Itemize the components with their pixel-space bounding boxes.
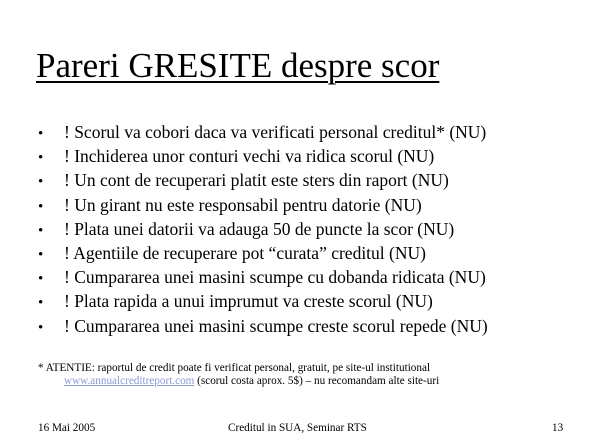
- bullet-icon: •: [38, 271, 44, 288]
- bullet-list: [38, 120, 488, 338]
- bullet-text: ! Plata rapida a unui imprumut va creste scorul (NU): [64, 291, 433, 312]
- footnote: [38, 362, 439, 388]
- bullet-text: ! Cumpararea unei masini scumpe cu dobanda ridicata (NU): [64, 267, 486, 288]
- bullet-text: ! Cumpararea unei masini scumpe creste scorul repede (NU): [64, 315, 488, 336]
- list-item: [38, 144, 488, 168]
- bullet-text: ! Un cont de recuperari platit este sters din raport (NU): [64, 170, 449, 191]
- footnote-line-2-text: (scorul costa aprox. 5$) – nu recomandam alte site-uri: [194, 375, 440, 387]
- bullet-text: ! Un girant nu este responsabil pentru datorie (NU): [64, 194, 422, 215]
- list-item: [38, 217, 488, 241]
- bullet-text: ! Agentiile de recuperare pot “curata” creditul (NU): [64, 242, 426, 263]
- bullet-icon: •: [38, 319, 44, 336]
- list-item: [38, 120, 488, 144]
- bullet-icon: •: [38, 222, 44, 239]
- list-item: [38, 265, 488, 289]
- footnote-line-2: [38, 375, 439, 388]
- list-item: [38, 193, 488, 217]
- bullet-text: ! Plata unei datorii va adauga 50 de puncte la scor (NU): [64, 218, 455, 239]
- bullet-icon: •: [38, 174, 44, 191]
- bullet-icon: •: [38, 126, 44, 142]
- list-item: [38, 168, 488, 192]
- bullet-icon: •: [38, 295, 44, 312]
- bullet-text: ! Inchiderea unor conturi vechi va ridica scorul (NU): [64, 146, 435, 167]
- slide-title: Pareri GRESITE despre scor: [36, 46, 440, 85]
- footer-title: Creditul in SUA, Seminar RTS: [228, 422, 367, 434]
- list-item: [38, 241, 488, 265]
- page-number: 13: [552, 422, 564, 434]
- list-item: [38, 314, 488, 338]
- list-item: [38, 289, 488, 313]
- bullet-icon: •: [38, 150, 44, 167]
- bullet-icon: •: [38, 246, 44, 263]
- footnote-line-1: * ATENTIE: raportul de credit poate fi verificat personal, gratuit, pe site-ul institutional: [38, 362, 431, 374]
- bullet-text: ! Scorul va cobori daca va verificati personal creditul* (NU): [64, 122, 487, 142]
- annualcreditreport-link[interactable]: www.annualcreditreport.com: [64, 375, 195, 387]
- bullet-icon: •: [38, 198, 44, 215]
- footer-date: 16 Mai 2005: [38, 422, 96, 434]
